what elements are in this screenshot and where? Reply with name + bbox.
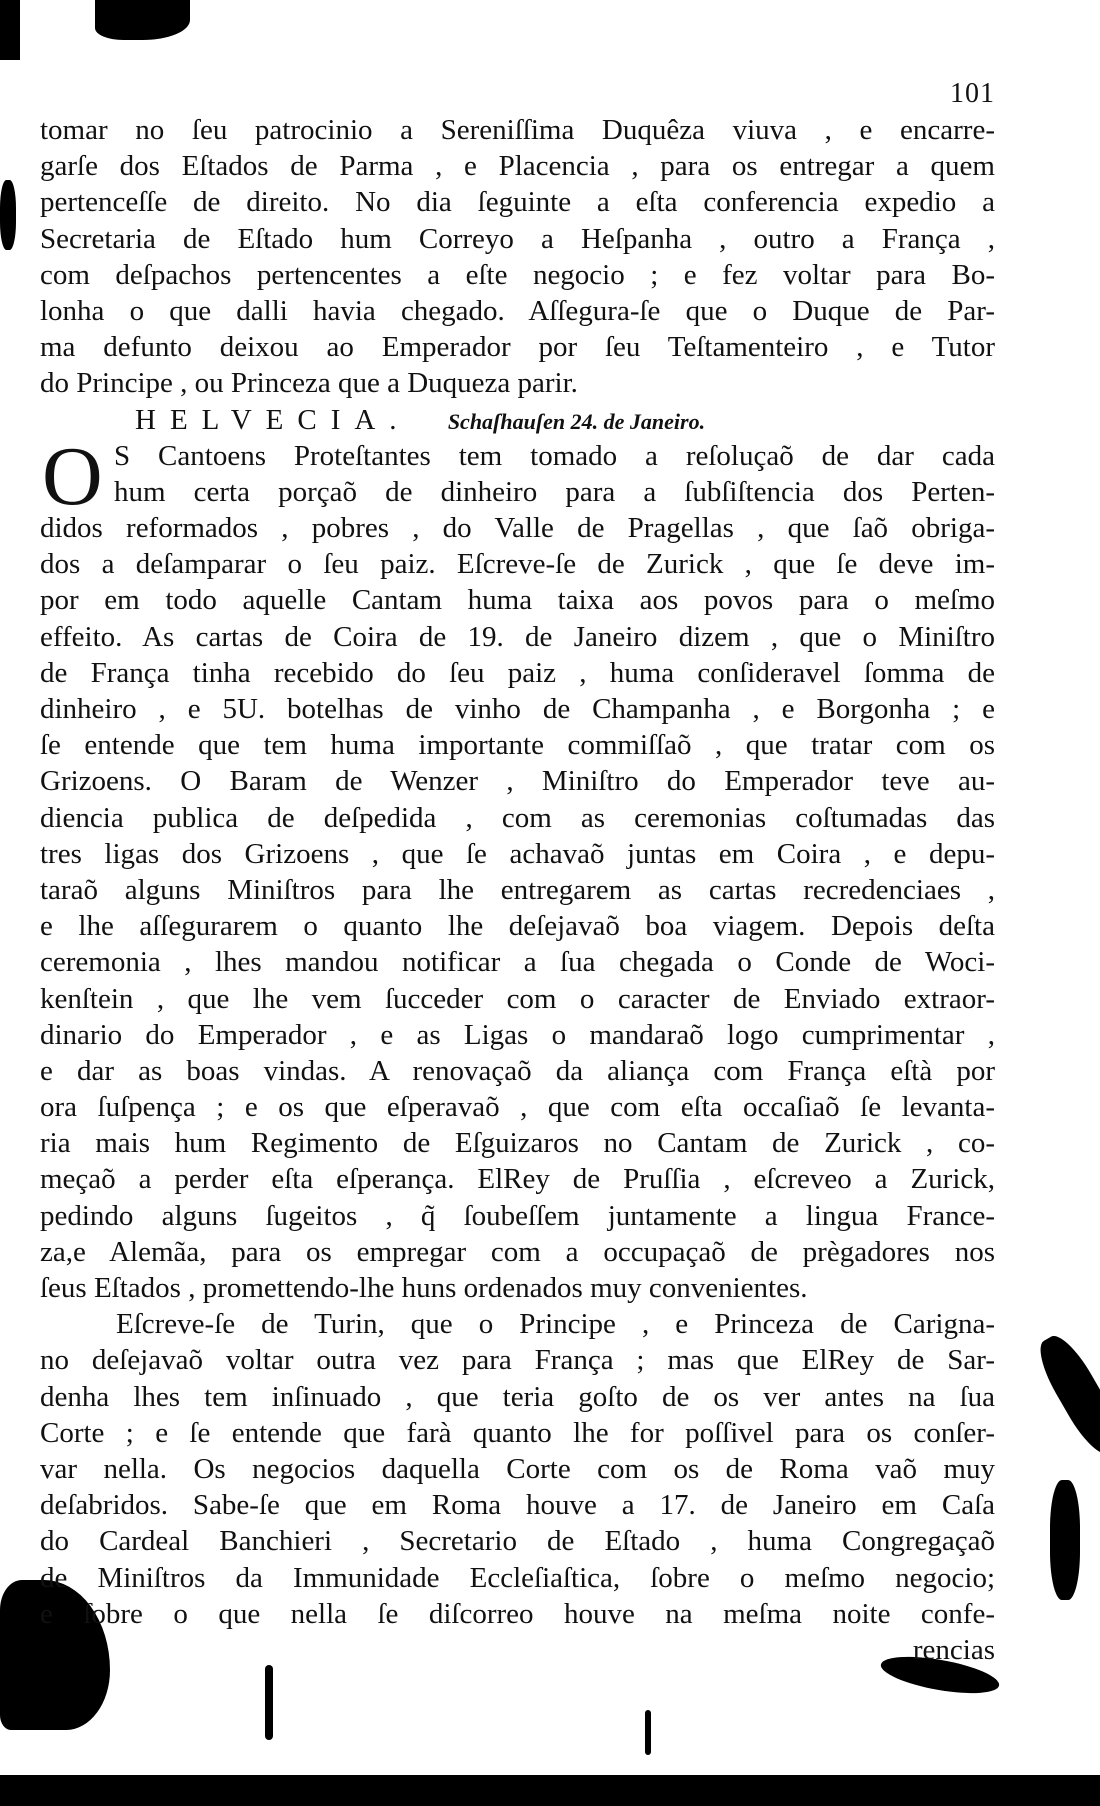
helvecia-paragraph bbox=[40, 429, 995, 1307]
ink-blot bbox=[0, 0, 20, 60]
text-line: meçaõ a perder eſta eſperança. ElRey de Pruſſia , eſcreveo a Zurick, bbox=[40, 1163, 995, 1196]
ink-stroke bbox=[645, 1710, 651, 1755]
text-line: S Cantoens Proteſtantes tem tomado a reſoluçaõ de dar cada bbox=[114, 439, 995, 472]
text-line: Grizoens. O Baram de Wenzer , Miniſtro do Emperador teve au- bbox=[40, 765, 995, 798]
text-line: Secretaria de Eſtado hum Correyo a Heſpanha , outro a França , bbox=[40, 222, 995, 255]
text-line: pedindo alguns ſugeitos , q̃ ſoubeſſem juntamente a lingua France- bbox=[40, 1199, 995, 1232]
text-line: do Principe , ou Princeza que a Duqueza parir. bbox=[40, 367, 578, 400]
drop-cap: O bbox=[42, 429, 103, 523]
page-number: 101 bbox=[950, 78, 995, 109]
text-line: e lhe aſſegurarem o quanto lhe deſejavaõ boa viagem. Depois deſta bbox=[40, 910, 995, 943]
text-line: tomar no ſeu patrocinio a Sereniſſima Duquêza viuva , e encarre- bbox=[40, 114, 995, 146]
text-line: dinario do Emperador , e as Ligas o mandaraõ logo cumprimentar , bbox=[40, 1018, 995, 1051]
parma-paragraph bbox=[40, 112, 995, 402]
text-line: dinheiro , e 5U. botelhas de vinho de Champanha , e Borgonha ; e bbox=[40, 693, 995, 725]
ink-blot bbox=[0, 180, 16, 250]
text-line: dos a deſamparar o ſeu paiz. Eſcreve-ſe de Zurick , que ſe deve im- bbox=[40, 548, 995, 581]
text-line: hum certa porçaõ de dinheiro para a ſubſiſtencia dos Perten- bbox=[114, 475, 995, 508]
text-line: ma defunto deixou ao Emperador por ſeu Teſtamenteiro , e Tutor bbox=[40, 331, 995, 364]
ink-blot bbox=[1050, 1480, 1080, 1600]
text-line: deſabridos. Sabe-ſe que em Roma houve a 17. de Janeiro em Caſa bbox=[40, 1489, 995, 1522]
text-line: diencia publica de deſpedida , com as ceremonias coſtumadas das bbox=[40, 801, 995, 834]
text-line: pertenceſſe de direito. No dia ſeguinte a eſta conferencia expedio a bbox=[40, 186, 995, 219]
heading-dateline: Schaſhauſen 24. de Janeiro. bbox=[447, 408, 706, 434]
text-line: Corte ; e ſe entende que farà quanto lhe for poſſivel para os conſer- bbox=[40, 1416, 995, 1449]
page-bottom-edge bbox=[0, 1775, 1100, 1806]
text-line: ria mais hum Regimento de Eſguizaros no Cantam de Zurick , co- bbox=[40, 1127, 995, 1160]
text-line: ora ſuſpença ; e os que eſperavaõ , que com eſta occaſiaõ ſe levanta- bbox=[40, 1091, 995, 1124]
text-line: garſe dos Eſtados de Parma , e Placencia , para os entregar a quem bbox=[40, 150, 995, 183]
ink-blot bbox=[1030, 1329, 1100, 1462]
text-line: de França tinha recebido do ſeu paiz , huma conſideravel ſomma de bbox=[40, 656, 995, 689]
text-line: denha lhes tem inſinuado , que teria goſto de os ver antes na ſua bbox=[40, 1380, 995, 1413]
text-line: taraõ alguns Miniſtros para lhe entregarem as cartas recredenciaes , bbox=[40, 873, 995, 906]
text-line: za,e Alemãa, para os empregar com a occupaçaõ de prègadores nos bbox=[40, 1235, 995, 1268]
ink-blot bbox=[95, 0, 190, 40]
text-line: kenſtein , que lhe vem ſucceder com o caracter de Enviado extraor- bbox=[40, 982, 995, 1015]
text-line: tres ligas dos Grizoens , que ſe achavaõ juntas em Coira , e depu- bbox=[40, 837, 995, 870]
text-line: var nella. Os negocios daquella Corte com os de Roma vaõ muy bbox=[40, 1452, 995, 1485]
text-line: no deſejavaõ voltar outra vez para França ; mas que ElRey de Sar- bbox=[40, 1344, 995, 1377]
text-line: effeito. As cartas de Coira de 19. de Janeiro dizem , que o Miniſtro bbox=[40, 620, 995, 653]
text-line: de Miniſtros da Immunidade Eccleſiaſtica, ſobre o meſmo negocio; bbox=[40, 1561, 995, 1594]
section-heading bbox=[40, 402, 995, 438]
text-line: e ſobre o que nella ſe diſcorreo houve na meſma noite confe- bbox=[40, 1597, 995, 1630]
heading-title: HELVECIA. bbox=[135, 403, 411, 436]
body-text bbox=[40, 112, 995, 1668]
ink-stroke bbox=[265, 1665, 273, 1740]
turin-paragraph bbox=[40, 1306, 995, 1632]
text-line: do Cardeal Banchieri , Secretario de Eſtado , huma Congregaçaõ bbox=[40, 1525, 995, 1558]
text-line: lonha o que dalli havia chegado. Aſſegura-ſe que o Duque de Par- bbox=[40, 294, 995, 327]
text-line: por em todo aquelle Cantam huma taixa aos povos para o meſmo bbox=[40, 584, 995, 617]
text-line: ceremonia , lhes mandou notificar a ſua chegada o Conde de Woci- bbox=[40, 946, 995, 979]
text-line: didos reformados , pobres , do Valle de Pragellas , que ſaõ obriga- bbox=[40, 512, 995, 545]
catchword: rencias bbox=[912, 1633, 995, 1666]
text-line: com deſpachos pertencentes a eſte negocio ; e fez voltar para Bo- bbox=[40, 258, 995, 291]
helvecia-lines bbox=[40, 429, 995, 1307]
text-line: ſeus Eſtados , promettendo-lhe huns ordenados muy convenientes. bbox=[40, 1272, 808, 1304]
text-line: e dar as boas vindas. A renovaçaõ da aliança com França eſtà por bbox=[40, 1054, 995, 1087]
text-line: ſe entende que tem huma importante commiſſaõ , que tratar com os bbox=[40, 729, 995, 762]
text-line: Eſcreve-ſe de Turin, que o Principe , e Princeza de Carigna- bbox=[116, 1308, 995, 1341]
